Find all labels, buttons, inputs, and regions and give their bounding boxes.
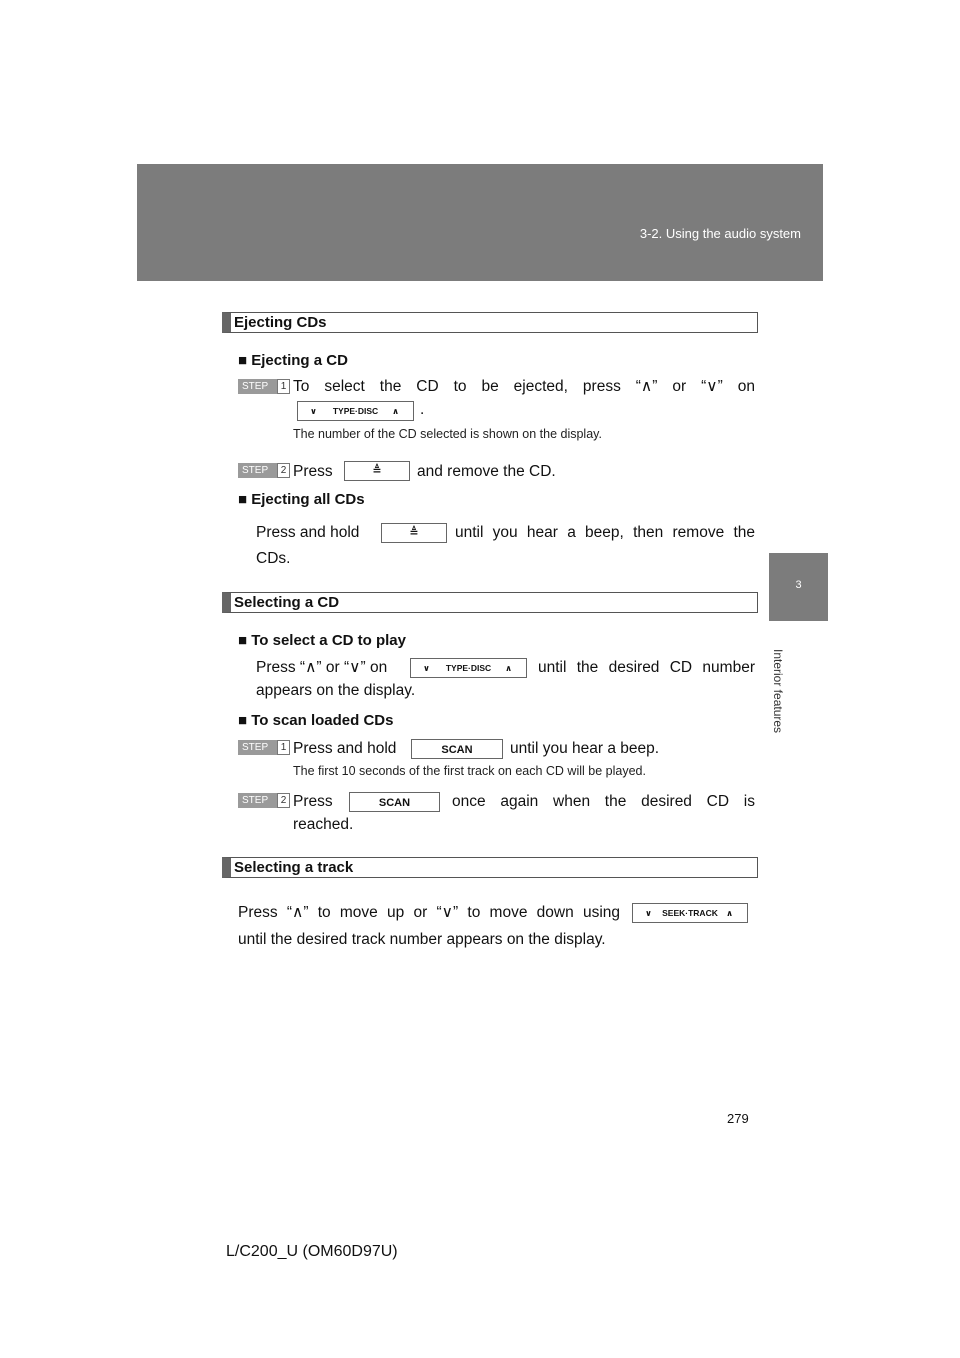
- chevron-up-icon: ∧: [392, 406, 399, 416]
- eject-icon: ≜: [372, 465, 382, 477]
- scan-step2-post: once again when the desired CD is: [452, 793, 755, 810]
- eject-all-press-and-hold: Press and hold: [256, 524, 360, 541]
- step-badge-2: [238, 463, 290, 478]
- header-title: 3-2. Using the audio system: [639, 226, 801, 241]
- eject-button[interactable]: [381, 523, 447, 543]
- step1-period: .: [420, 401, 425, 418]
- chapter-label-wrap: [769, 649, 787, 734]
- chapter-label: Interior features: [771, 649, 785, 734]
- subheading-scan-loaded-cds: ■ To scan loaded CDs: [238, 712, 394, 729]
- scan-step1-pre: Press and hold: [293, 740, 397, 757]
- subheading-ejecting-a-cd: ■ Ejecting a CD: [238, 352, 348, 369]
- eject-icon: ≜: [409, 527, 419, 539]
- step-label: STEP: [242, 742, 269, 753]
- section-heading-ejecting-cds: Ejecting CDs: [222, 312, 758, 333]
- section-heading-selecting-a-track: Selecting a track: [222, 857, 758, 878]
- chevron-down-icon: ∨: [423, 663, 430, 673]
- step1-note: The number of the CD selected is shown on the display.: [293, 427, 602, 441]
- chevron-down-icon: ∨: [310, 406, 317, 416]
- eject-button[interactable]: [344, 461, 410, 481]
- chapter-tab: [769, 553, 828, 621]
- chevron-down-icon: ∨: [645, 908, 652, 918]
- section-heading-selecting-a-cd: Selecting a CD: [222, 592, 758, 613]
- step2-post: and remove the CD.: [417, 463, 556, 480]
- step1-text: To select the CD to be ejected, press “∧” or “∨” on: [293, 378, 755, 395]
- subheading-select-cd-to-play: ■ To select a CD to play: [238, 632, 406, 649]
- step2-press: Press: [293, 463, 333, 480]
- step-badge-2: [238, 793, 290, 808]
- select-cd-post: until the desired CD number: [538, 659, 755, 676]
- page-number: 279: [727, 1111, 749, 1126]
- step-label: STEP: [242, 465, 269, 476]
- scan-step1-note: The first 10 seconds of the first track on each CD will be played.: [293, 764, 646, 778]
- seek-track-label: SEEK·TRACK: [662, 908, 718, 918]
- footer-code: L/C200_U (OM60D97U): [226, 1243, 398, 1260]
- select-cd-line2: appears on the display.: [256, 682, 416, 699]
- subheading-ejecting-all-cds: ■ Ejecting all CDs: [238, 491, 365, 508]
- step-label: STEP: [242, 381, 269, 392]
- scan-step2-pre: Press: [293, 793, 333, 810]
- eject-all-line2: CDs.: [256, 550, 291, 567]
- type-disc-button[interactable]: [410, 658, 527, 678]
- step-badge-1: [238, 740, 290, 755]
- eject-all-text: until you hear a beep, then remove the: [455, 524, 755, 541]
- type-disc-label: TYPE·DISC: [445, 663, 492, 673]
- step-badge-1: [238, 379, 290, 394]
- step-number: 2: [277, 463, 290, 478]
- track-line2: until the desired track number appears on the display.: [238, 931, 606, 948]
- scan-button[interactable]: [349, 792, 440, 812]
- type-disc-label: TYPE·DISC: [332, 406, 379, 416]
- scan-step1-post: until you hear a beep.: [510, 740, 660, 757]
- scan-label: SCAN: [378, 797, 411, 809]
- step-number: 2: [277, 793, 290, 808]
- scan-label: SCAN: [441, 744, 473, 756]
- chapter-number: 3: [795, 579, 802, 591]
- type-disc-button[interactable]: [297, 401, 414, 421]
- step-label: STEP: [242, 795, 269, 806]
- step-number: 1: [277, 740, 290, 755]
- scan-step2-line2: reached.: [293, 816, 354, 833]
- seek-track-button[interactable]: [632, 903, 748, 923]
- scan-button[interactable]: [411, 739, 503, 759]
- chevron-up-icon: ∧: [726, 908, 733, 918]
- chevron-up-icon: ∧: [505, 663, 512, 673]
- track-line1: Press “∧” to move up or “∨” to move down using: [238, 904, 620, 921]
- step-number: 1: [277, 379, 290, 394]
- select-cd-text: Press “∧” or “∨” on: [256, 659, 388, 676]
- header-band: [137, 164, 823, 281]
